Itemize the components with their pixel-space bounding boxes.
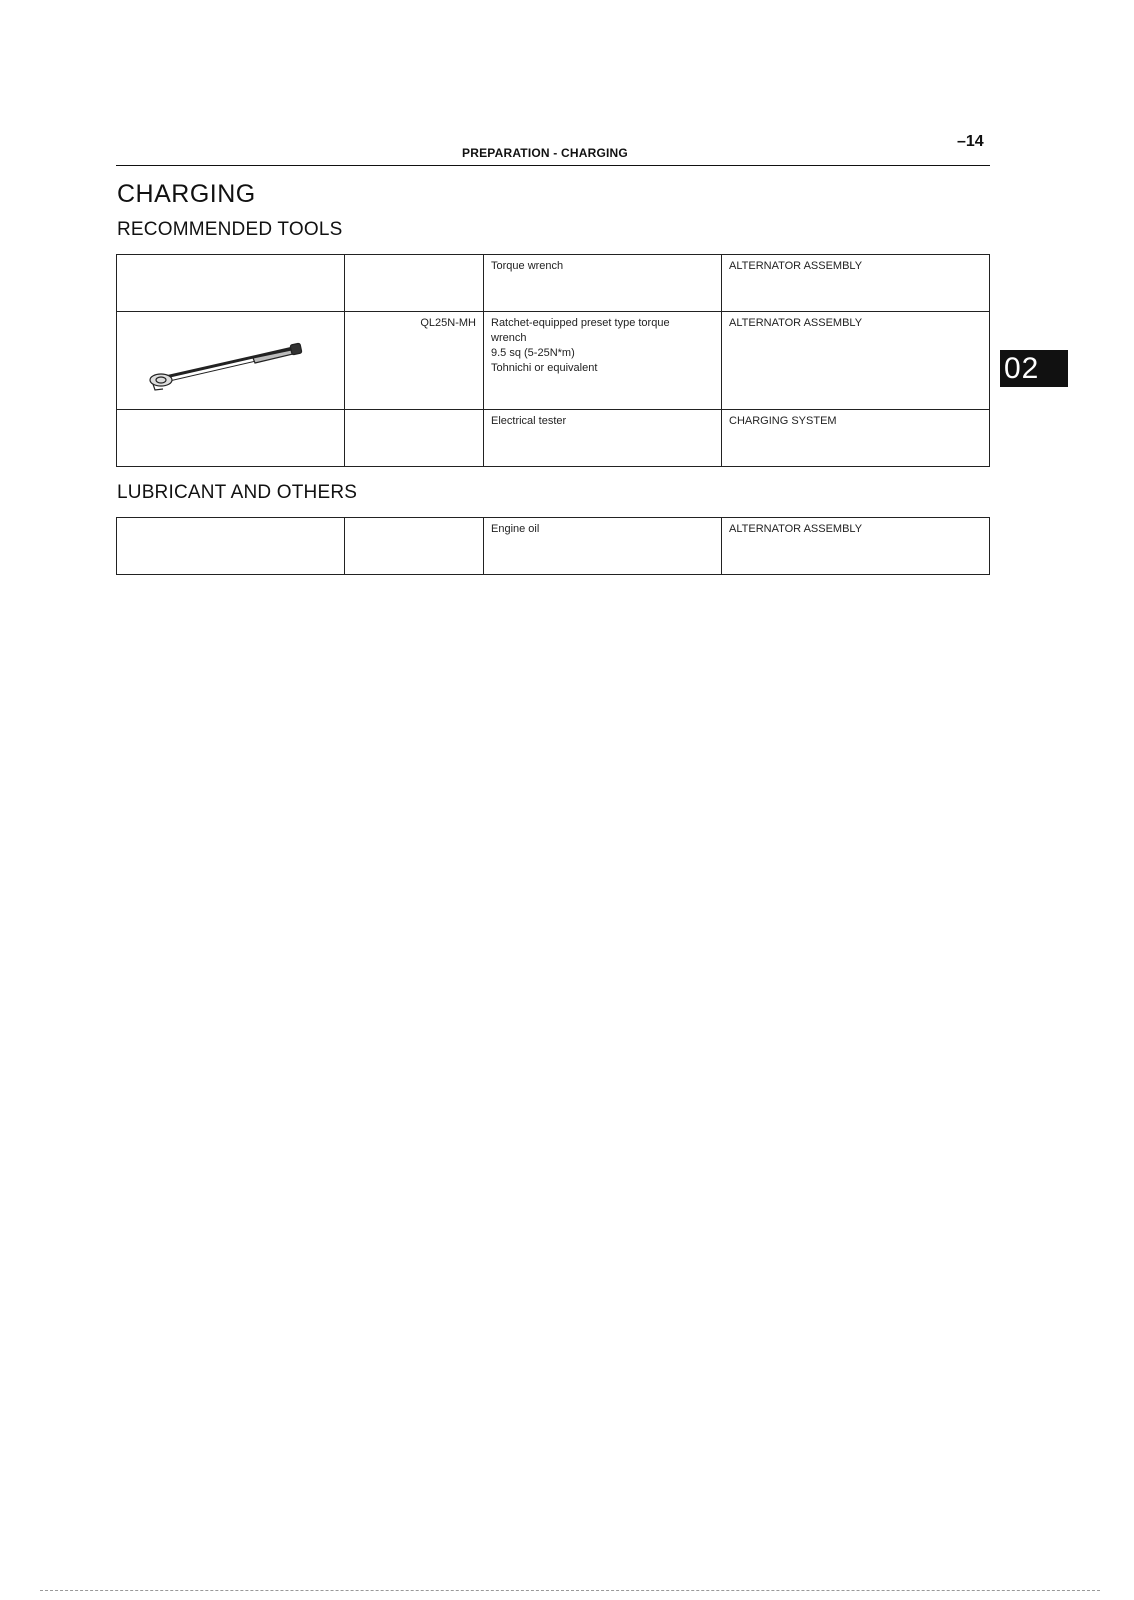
tool-name-cell (484, 312, 722, 410)
table-row (117, 255, 990, 312)
tool-name-cell (484, 255, 722, 312)
tool-use-cell: ALTERNATOR ASSEMBLY (722, 312, 990, 410)
page-header-title: PREPARATION - CHARGING (462, 146, 628, 160)
tool-name-line: Tohnichi or equivalent (491, 362, 598, 374)
tool-name-line: Engine oil (491, 523, 540, 535)
tool-name-line: 9.5 sq (5-25N*m) (491, 347, 575, 359)
torque-wrench-icon (143, 338, 313, 398)
tool-name-line: wrench (491, 332, 527, 344)
section-tab-badge: 02 (1000, 350, 1068, 387)
tool-image-cell (117, 255, 345, 312)
lubricants-table (116, 517, 990, 575)
part-number-cell: QL25N-MH (345, 312, 484, 410)
lubricants-title: LUBRICANT AND OTHERS (117, 482, 358, 503)
tool-name-cell (484, 518, 722, 575)
part-number-cell (345, 255, 484, 312)
tool-name-line: Torque wrench (491, 260, 564, 272)
part-number-cell (345, 518, 484, 575)
section-title: CHARGING (117, 180, 256, 208)
footer-rule (40, 1590, 1100, 1591)
page-number: –14 (957, 133, 984, 150)
table-row (117, 410, 990, 467)
tool-use-cell: ALTERNATOR ASSEMBLY (722, 255, 990, 312)
recommended-tools-table (116, 254, 990, 467)
tool-name-line: Ratchet-equipped preset type torque (491, 317, 670, 329)
tool-use-cell: ALTERNATOR ASSEMBLY (722, 518, 990, 575)
recommended-tools-title: RECOMMENDED TOOLS (117, 219, 343, 240)
tool-image-cell (117, 518, 345, 575)
table-row (117, 312, 990, 410)
tool-name-line: Electrical tester (491, 415, 567, 427)
part-number-cell (345, 410, 484, 467)
header-rule (116, 165, 990, 166)
tool-use-cell: CHARGING SYSTEM (722, 410, 990, 467)
table-row (117, 518, 990, 575)
tool-name-cell (484, 410, 722, 467)
tool-image-cell (117, 410, 345, 467)
tool-image-cell (117, 312, 345, 410)
